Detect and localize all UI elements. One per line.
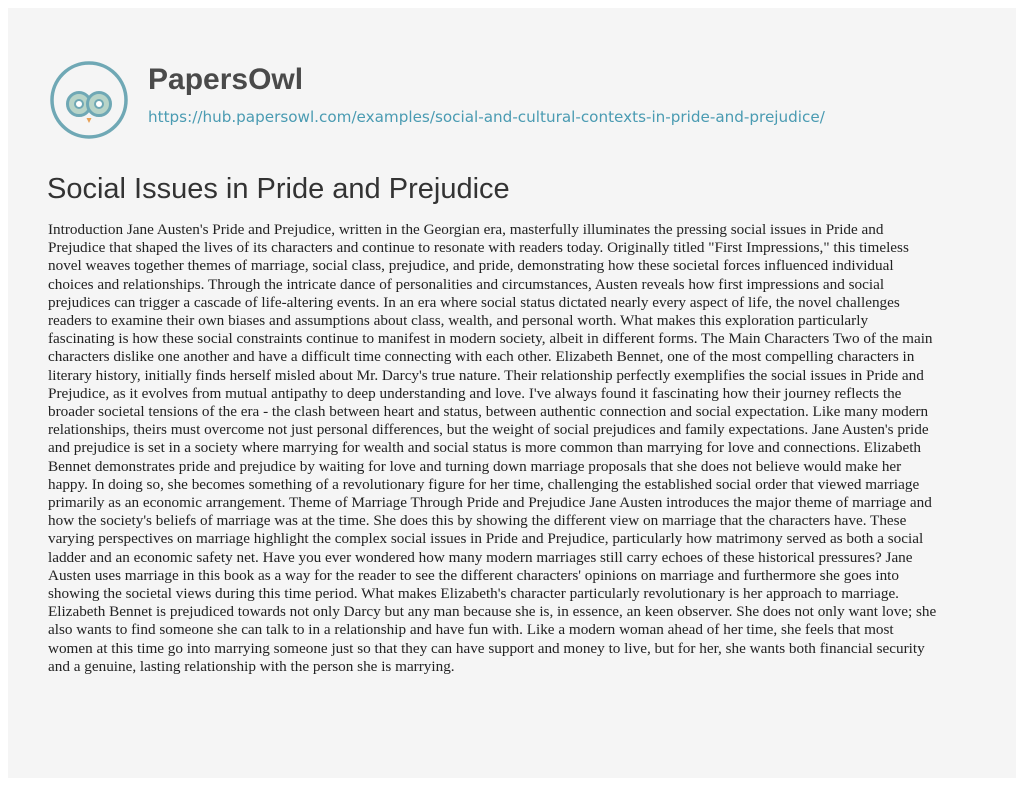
page-title: Social Issues in Pride and Prejudice bbox=[47, 173, 510, 205]
source-url-link[interactable]: https://hub.papersowl.com/examples/social-and-cultural-contexts-in-pride-and-prejudice/ bbox=[148, 108, 825, 126]
essay-body-text: Introduction Jane Austen's Pride and Prejudice, written in the Georgian era, masterfully illuminates the pressing social issues in Pride and Prejudice that shaped the lives of its characters and continue to resonate with readers today. Originally titled "First Impressions," this timeless novel weaves together themes of marriage, social class, prejudice, and pride, demonstrating how these societal forces influenced individual choices and relationships. Through the intricate dance of personalities and circumstances, Austen reveals how first impressions and social prejudices can trigger a cascade of life-altering events. In an era where social status dictated nearly every aspect of life, the novel challenges readers to examine their own biases and assumptions about class, wealth, and personal worth. What makes this exploration particularly fascinating is how these social constraints continue to manifest in modern society, albeit in different forms. The Main Characters Two of the main characters dislike one another and have a difficult time connecting with each other. Elizabeth Bennet, one of the most compelling characters in literary history, initially finds herself misled about Mr. Darcy's true nature. Their relationship perfectly exemplifies the social issues in Pride and Prejudice, as it evolves from mutual antipathy to deep understanding and love. I've always found it fascinating how their journey reflects the broader societal tensions of the era - the clash between heart and status, between authentic connection and social expectation. Like many modern relationships, theirs must overcome not just personal differences, but the weight of social prejudices and family expectations. Jane Austen's pride and prejudice is set in a society where marrying for wealth and social status is more common than marrying for love and connections. Elizabeth Bennet demonstrates pride and prejudice by waiting for love and turning down marriage proposals that she does not believe would make her happy. In doing so, she becomes something of a revolutionary figure for her time, challenging the established social order that viewed marriage primarily as an economic arrangement. Theme of Marriage Through Pride and Prejudice Jane Austen introduces the major theme of marriage and how the society's beliefs of marriage was at the time. She does this by showing the different view on marriage that the characters have. These varying perspectives on marriage highlight the complex social issues in Pride and Prejudice, particularly how matrimony served as both a social ladder and an economic safety net. Have you ever wondered how many modern marriages still carry echoes of these historical pressures? Jane Austen uses marriage in this book as a way for the reader to see the different characters' opinions on marriage and furthermore she goes into showing the societal views during this time period. What makes Elizabeth's character particularly revolutionary is her approach to marriage. Elizabeth Bennet is prejudiced towards not only Darcy but any man because she is, in essence, an keen observer. She does not only want love; she also wants to find someone she can talk to in a relationship and have fun with. Like a modern woman ahead of her time, she feels that most women at this time go into marrying someone just so that they can have support and money to live, but for her, she wants both financial security and a genuine, lasting relationship with the person she is marrying. bbox=[48, 221, 937, 675]
owl-logo-icon bbox=[49, 60, 129, 140]
brand-name: PapersOwl bbox=[148, 63, 304, 96]
